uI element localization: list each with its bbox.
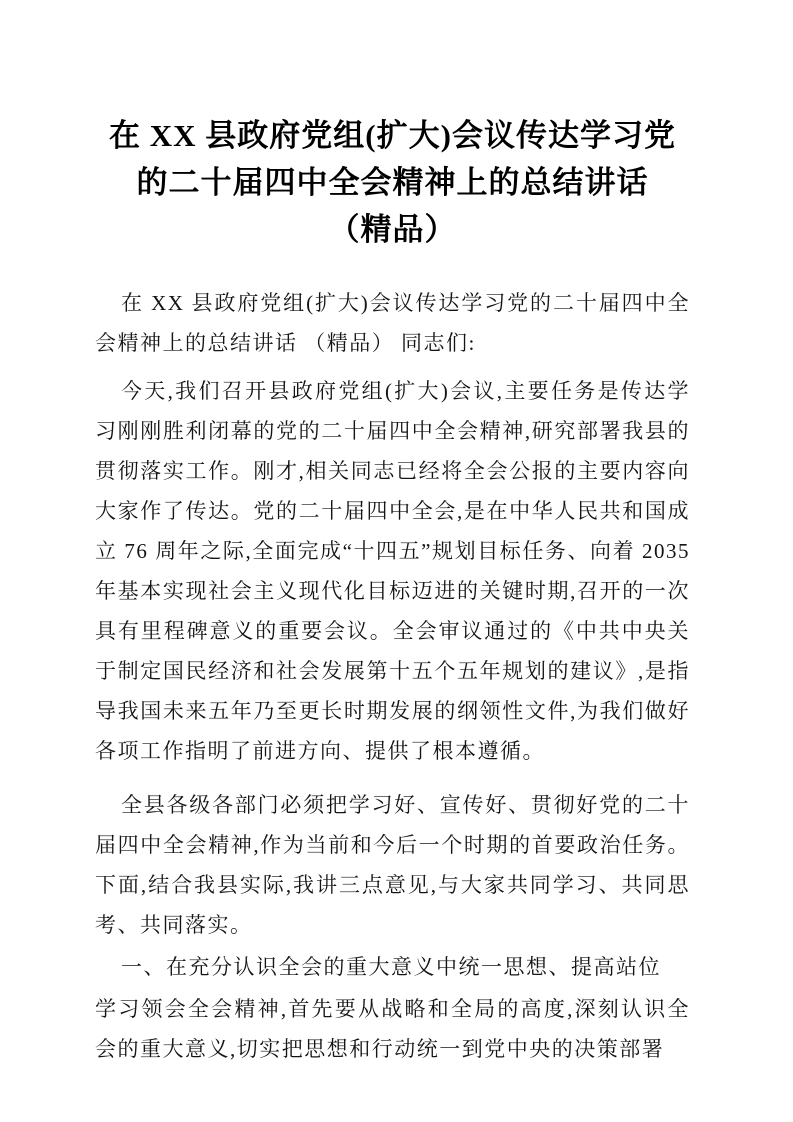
paragraph-section-one-body: 学习领会全会精神,首先要从战略和全局的高度,深刻认识全会的重大意义,切实把思想和行动统一到党中央的决策部署	[95, 997, 690, 1061]
paragraph-meeting-intro: 今天,我们召开县政府党组(扩大)会议,主要任务是传达学习刚刚胜利闭幕的党的二十届四中全会精神,研究部署我县的贯彻落实工作。刚才,相关同志已经将全会公报的主要内容向大家作了传达。党的二十届四中全会,是在中华人民共和国成立 76 周年之际,全面完成“十四五”规划目标任务、向着 2035 年基本实现社会主义现代化目标迈进的关键时期,召开的一次具有里程碑意义的重要会议。全会审议通过的《中共中央关于制定国民经济和社会发展第十五个五年规划的建议》,是指导我国未来五年乃至更长时期发展的纲领性文件,为我们做好各项工作指明了前进方向、提供了根本遵循。	[95, 379, 690, 763]
paragraph-political-task: 全县各级各部门必须把学习好、宣传好、贯彻好党的二十届四中全会精神,作为当前和今后一个时期的首要政治任务。下面,结合我县实际,我讲三点意见,与大家共同学习、共同思考、共同落实。	[95, 793, 690, 937]
paragraph-salutation: 在 XX 县政府党组(扩大)会议传达学习党的二十届四中全会精神上的总结讲话 （精品） 同志们:	[95, 291, 690, 355]
heading-section-one: 一、在充分认识全会的重大意义中统一思想、提高站位	[121, 955, 661, 979]
document-title: 在 XX 县政府党组(扩大)会议传达学习党的二十届四中全会精神上的总结讲话（精品）	[109, 118, 676, 247]
